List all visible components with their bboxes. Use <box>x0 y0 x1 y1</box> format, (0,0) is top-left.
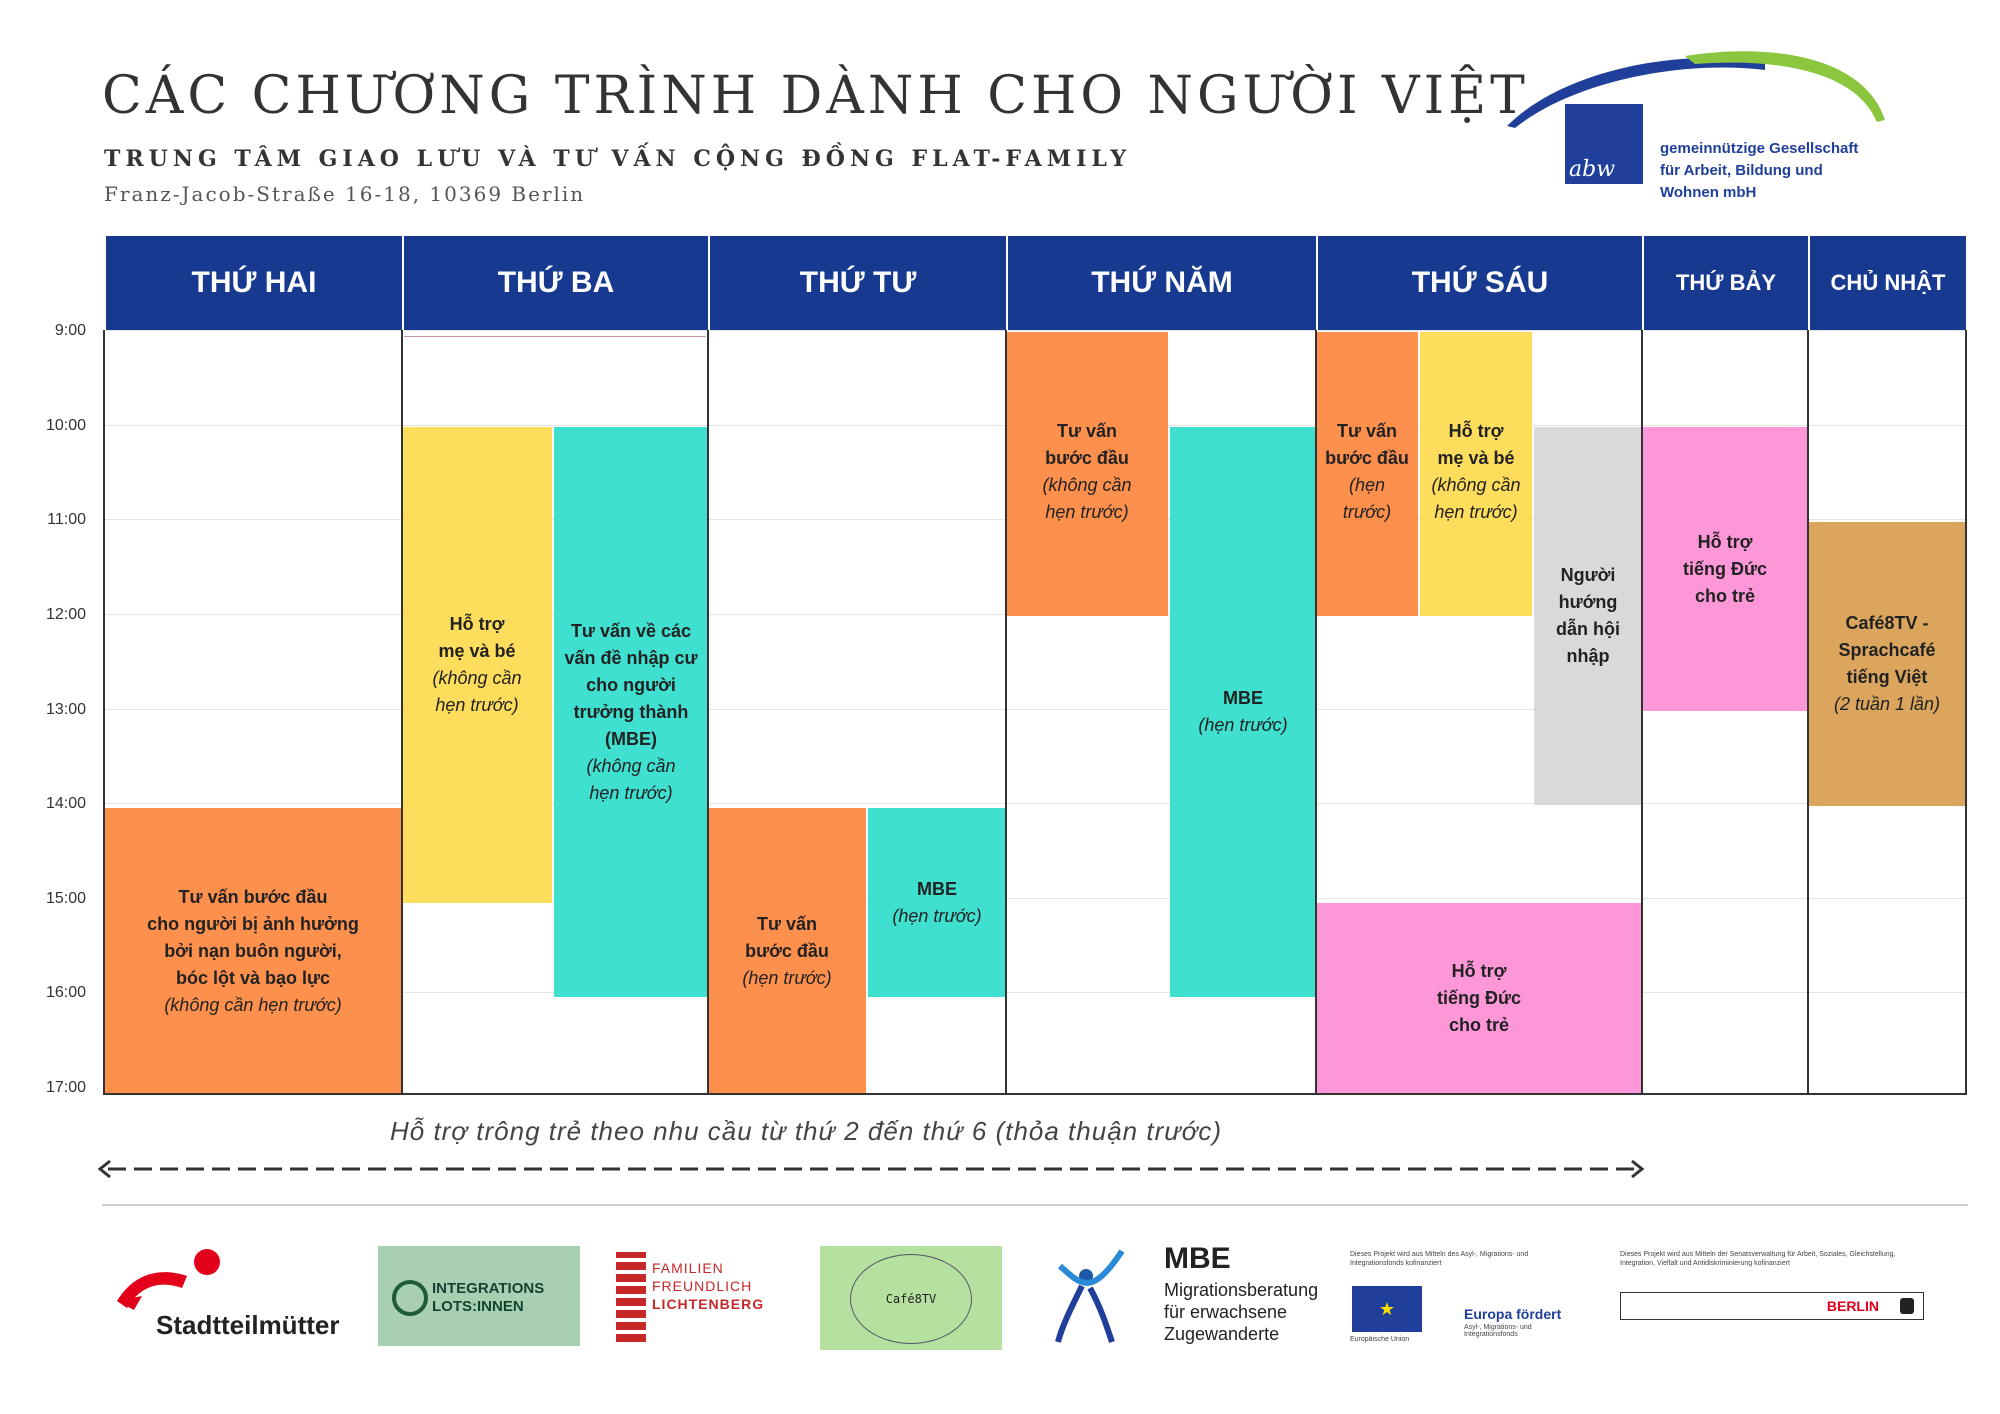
time-label: 13:00 <box>45 701 86 718</box>
column-border <box>1807 330 1809 1094</box>
family-pattern-icon <box>616 1252 646 1342</box>
compass-icon <box>392 1280 428 1316</box>
footer-separator <box>102 1204 1968 1206</box>
time-label: 11:00 <box>47 511 86 528</box>
stadtteilmutter-logo: Stadtteilmütter <box>112 1246 342 1356</box>
time-label: 16:00 <box>45 984 86 1001</box>
event-friday-integration-guide: Người hướng dẫn hội nhập <box>1534 427 1642 805</box>
childcare-note: Hỗ trợ trông trẻ theo nhu cầu từ thứ 2 đến thứ 6 (thỏa thuận trước) <box>390 1116 1223 1146</box>
stadtteilmutter-figure-icon <box>112 1246 222 1316</box>
event-wednesday-first-counseling: Tư vấn bước đầu (hẹn trước) <box>708 808 866 1094</box>
event-friday-mother-baby: Hỗ trợ mẹ và bé (không cần hẹn trước) <box>1420 332 1532 616</box>
column-border <box>1005 330 1007 1094</box>
event-monday-counseling-trafficking: Tư vấn bước đầu cho người bị ảnh hưởng bởi nạn buôn người, bóc lột và bạo lực (không cần hẹn trước) <box>104 808 402 1094</box>
person-figure-icon <box>1052 1246 1132 1346</box>
page-subtitle: TRUNG TÂM GIAO LƯU VÀ TƯ VẤN CỘNG ĐỒNG FLAT-FAMILY <box>104 146 1132 172</box>
event-thursday-first-counseling: Tư vấn bước đầu (không cần hẹn trước) <box>1006 332 1168 616</box>
range-arrow-icon <box>96 1154 1646 1184</box>
day-header-monday: THỨ HAI <box>104 236 402 330</box>
event-tuesday-mother-baby: Hỗ trợ mẹ và bé (không cần hẹn trước) <box>402 427 552 903</box>
day-header-sunday: CHỦ NHẬT <box>1808 236 1966 330</box>
day-header-thursday: THỨ NĂM <box>1006 236 1316 330</box>
day-header-friday: THỨ SÁU <box>1316 236 1642 330</box>
berlin-bear-icon <box>1900 1298 1914 1314</box>
eu-flag-icon: ★ <box>1352 1286 1422 1332</box>
day-header-saturday: THỨ BẢY <box>1642 236 1808 330</box>
integrationslotsinnen-logo: INTEGRATIONS LOTS:INNEN <box>378 1246 580 1346</box>
cafe8tv-logo <box>820 1246 1002 1350</box>
grid-line <box>104 803 1966 804</box>
column-border <box>401 330 403 1094</box>
eu-logo: Dieses Projekt wird aus Mitteln des Asyl-, Migrations- und Integrationsfonds kofinanziert ★ Europäische Union Europa fördert Asyl-, Migrations- und Integrationsfonds <box>1350 1251 1562 1343</box>
time-label: 9:00 <box>54 322 86 339</box>
time-label: 15:00 <box>45 890 86 907</box>
column-border <box>1315 330 1317 1094</box>
cafe8tv-circle: Café8TV <box>850 1254 972 1344</box>
time-label: 12:00 <box>45 606 86 623</box>
event-thursday-mbe: MBE (hẹn trước) <box>1170 427 1316 997</box>
column-border <box>1965 330 1967 1094</box>
svg-text:abw: abw <box>1569 157 1616 182</box>
berlin-logo: Dieses Projekt wird aus Mitteln der Senatsverwaltung für Arbeit, Soziales, Gleichstellung, Integration, Vielfalt und Antidiskriminierung kofinanziert BERLIN <box>1620 1250 1930 1350</box>
grid-line <box>104 330 1966 331</box>
table-bottom-border <box>103 1093 1967 1095</box>
column-border <box>103 330 105 1094</box>
mbe-logo: MBE Migrationsberatung für erwachsene Zugewanderte <box>1052 1242 1332 1352</box>
page-title: CÁC CHƯƠNG TRÌNH DÀNH CHO NGƯỜI VIỆT <box>102 66 1529 126</box>
event-friday-first-counseling: Tư vấn bước đầu (hẹn trước) <box>1316 332 1418 616</box>
address: Franz-Jacob-Straße 16-18, 10369 Berlin <box>104 182 586 206</box>
event-sunday-sprachcafe: Café8TV - Sprachcafé tiếng Việt (2 tuần 1 lần) <box>1808 522 1966 806</box>
familien-freundlich-logo: FAMILIEN FREUNDLICH LICHTENBERG <box>616 1252 776 1342</box>
time-label: 10:00 <box>45 417 86 434</box>
event-saturday-german-children: Hỗ trợ tiếng Đức cho trẻ <box>1642 427 1808 711</box>
event-wednesday-mbe: MBE (hẹn trước) <box>868 808 1006 997</box>
time-label: 17:00 <box>45 1079 86 1096</box>
time-label: 14:00 <box>45 795 86 812</box>
abw-logo-text: gemeinnützige Gesellschaft für Arbeit, Bildung und Wohnen mbH <box>1660 140 1859 201</box>
tuesday-top-line <box>404 336 706 337</box>
day-header-wednesday: THỨ TƯ <box>708 236 1006 330</box>
event-friday-german-children: Hỗ trợ tiếng Đức cho trẻ <box>1316 903 1642 1094</box>
event-tuesday-mbe: Tư vấn về các vấn đề nhập cư cho người trưởng thành (MBE) (không cần hẹn trước) <box>554 427 708 997</box>
berlin-label-box: BERLIN <box>1620 1292 1924 1320</box>
column-border <box>1641 330 1643 1094</box>
column-border <box>707 330 709 1094</box>
day-header-tuesday: THỨ BA <box>402 236 708 330</box>
